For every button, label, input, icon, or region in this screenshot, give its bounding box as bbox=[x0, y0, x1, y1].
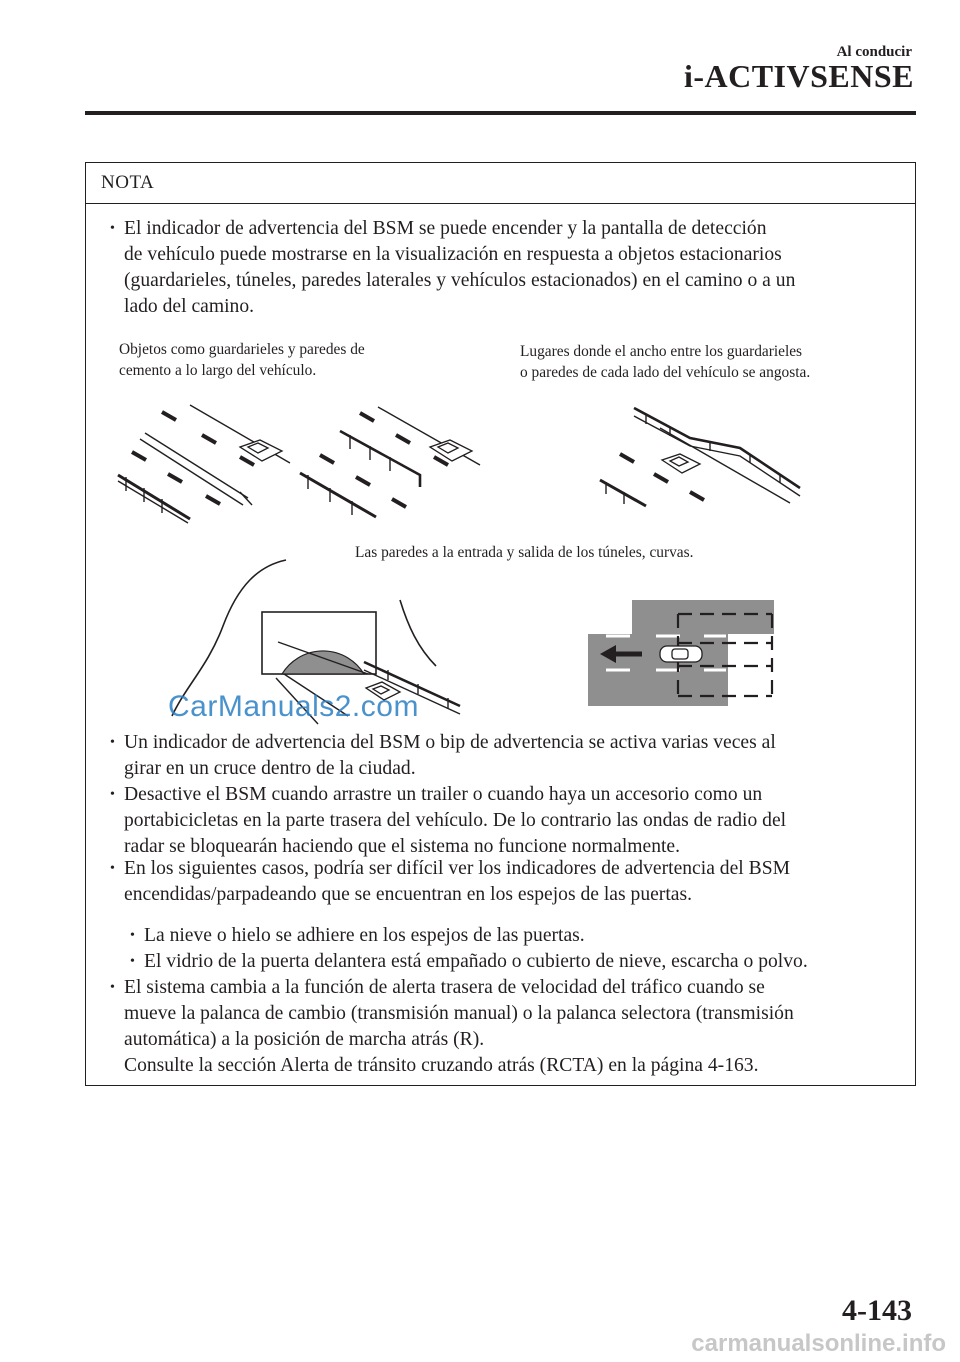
curve-road-illustration bbox=[586, 598, 776, 708]
text-line: radar se bloquearán haciendo que el sistema no funcione normalmente. bbox=[124, 836, 681, 857]
caption-tunnels: Las paredes a la entrada y salida de los túneles, curvas. bbox=[355, 544, 694, 561]
footer-site: carmanualsonline.info bbox=[691, 1330, 946, 1357]
text-line: El vidrio de la puerta delantera está empañado o cubierto de nieve, escarcha o polvo. bbox=[144, 951, 808, 972]
bullet-dot-icon: • bbox=[110, 980, 115, 995]
note-bullet bbox=[110, 975, 794, 1079]
note-bullet bbox=[110, 216, 796, 320]
note-heading: NOTA bbox=[86, 163, 915, 204]
caption-guardrails: Objetos como guardarieles y paredes de cemento a lo largo del vehículo. bbox=[119, 341, 365, 379]
text-line: lado del camino. bbox=[124, 296, 255, 317]
caption-narrow-places: Lugares donde el ancho entre los guardarieles o paredes de cada lado del vehículo se angosta. bbox=[520, 343, 811, 381]
text-line: Un indicador de advertencia del BSM o bip de advertencia se activa varias veces al bbox=[124, 732, 776, 753]
text-line: La nieve o hielo se adhiere en los espejos de las puertas. bbox=[144, 925, 585, 946]
note-bullet bbox=[110, 856, 791, 908]
text-line: Consulte la sección Alerta de tránsito cruzando atrás (RCTA) en la página 4-163. bbox=[124, 1055, 759, 1076]
text-line: En los siguientes casos, podría ser difícil ver los indicadores de advertencia del BSM bbox=[124, 858, 791, 879]
narrowing-road-illustration bbox=[590, 398, 810, 508]
bullet-dot-icon: • bbox=[110, 861, 115, 876]
header-divider bbox=[85, 111, 916, 115]
text-line: girar en un cruce dentro de la ciudad. bbox=[124, 758, 416, 779]
note-sub-bullet bbox=[130, 949, 808, 975]
watermark: CarManuals2.com bbox=[168, 690, 419, 723]
page-title: i-ACTIVSENSE bbox=[683, 58, 914, 94]
section-label: Al conducir bbox=[836, 44, 912, 60]
text-line: automática) a la posición de marcha atrás (R). bbox=[124, 1029, 485, 1050]
guardrail-road-illustration bbox=[100, 395, 500, 525]
text-line: (guardarieles, túneles, paredes laterales y vehículos estacionados) en el camino o a un bbox=[124, 270, 796, 291]
text-line: de vehículo puede mostrarse en la visualización en respuesta a objetos estacionarios bbox=[124, 244, 782, 265]
text-line: portabicicletas en la parte trasera del vehículo. De lo contrario las ondas de radio del bbox=[124, 810, 787, 831]
bullet-dot-icon: • bbox=[130, 954, 135, 969]
note-bullet bbox=[110, 782, 787, 860]
note-bullet bbox=[110, 730, 776, 782]
note-sub-bullet bbox=[130, 923, 585, 949]
text-line: El sistema cambia a la función de alerta trasera de velocidad del tráfico cuando se bbox=[124, 977, 765, 998]
bullet-dot-icon: • bbox=[130, 928, 135, 943]
text-line: encendidas/parpadeando que se encuentran en los espejos de las puertas. bbox=[124, 884, 692, 905]
bullet-dot-icon: • bbox=[110, 221, 115, 236]
text-line: mueve la palanca de cambio (transmisión manual) o la palanca selectora (transmisión bbox=[124, 1003, 794, 1024]
text-line: Desactive el BSM cuando arrastre un trailer o cuando haya un accesorio como un bbox=[124, 784, 763, 805]
text-line: El indicador de advertencia del BSM se puede encender y la pantalla de detección bbox=[124, 218, 767, 239]
bullet-dot-icon: • bbox=[110, 787, 115, 802]
bullet-dot-icon: • bbox=[110, 735, 115, 750]
page-number: 4-143 bbox=[842, 1294, 912, 1327]
